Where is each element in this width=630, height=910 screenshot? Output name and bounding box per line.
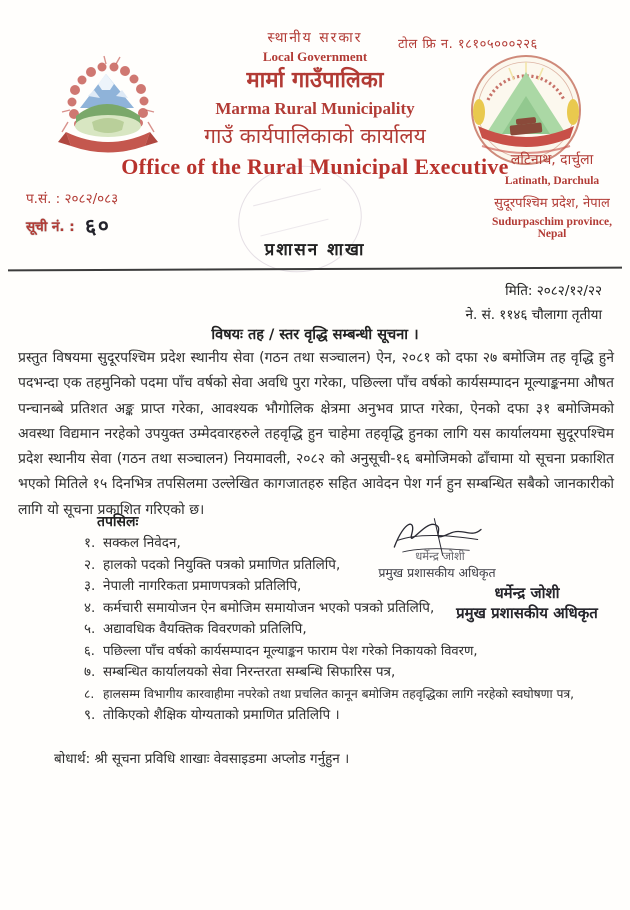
- signer-name: धर्मेन्द्र जोशी: [494, 584, 560, 602]
- item-text: हालसम्म विभागीय कारवाहीमा नपरेको तथा प्रचलित कानून बमोजिम तहवृद्धिका लागि नरहेको स्वघोषणा पत्र,: [103, 686, 575, 701]
- date-nepal-sambat: ने. सं. ११४६ चौलागा तृतीया: [465, 307, 602, 323]
- date-bs: मिति: २०८२/१२/२२: [505, 283, 602, 299]
- header-divider-line: [8, 267, 622, 272]
- suchi-number-handwritten-value: ६०: [83, 213, 112, 239]
- signer-typed-block: [428, 584, 626, 623]
- subject-line: विषयः तह / स्तर वृद्धि सम्बन्धी सूचना ।: [211, 327, 419, 343]
- item-text: कर्मचारी समायोजन ऐन बमोजिम समायोजन भएको पत्रको प्रतिलिपि,: [103, 599, 435, 616]
- item-text: पछिल्ला पाँच वर्षको कार्यसम्पादन मूल्याङ्कन फाराम पेश गरेको निकायको विवरण,: [103, 643, 478, 659]
- list-item: [84, 705, 618, 727]
- office-name-nepali: गाउँ कार्यपालिकाको कार्यालय: [204, 124, 426, 148]
- item-number: ९.: [84, 707, 96, 723]
- signer-stamp-name: धर्मेन्द्र जोशी: [415, 549, 465, 563]
- item-text: नेपाली नागरिकता प्रमाणपत्रको प्रतिलिपि,: [103, 578, 302, 594]
- date-block: [466, 279, 602, 327]
- cc-note: बोधार्थ: श्री सूचना प्रविधि शाखाः वेवसाइडमा अप्लोड गर्नुहुन ।: [54, 751, 350, 767]
- item-number: ६.: [84, 643, 95, 659]
- item-text: हालको पदको नियुक्ति पत्रको प्रमाणित प्रतिलिपि,: [103, 556, 341, 573]
- required-documents-list: [84, 533, 618, 727]
- item-number: ३.: [84, 578, 96, 594]
- signer-stamp-title: प्रमुख प्रशासकीय अधिकृत: [378, 565, 496, 580]
- list-item: [84, 684, 618, 706]
- item-text: तोकिएको शैक्षिक योग्यताको प्रमाणित प्रतिलिपि ।: [103, 707, 340, 723]
- toll-free-number: टोल फ्रि न. १८१०५०००२२६: [398, 37, 538, 52]
- list-item: [84, 662, 618, 684]
- item-number: ८.: [84, 686, 95, 701]
- local-government-english: Local Government: [262, 49, 368, 64]
- local-government-nepali: स्थानीय सरकार: [267, 30, 363, 46]
- item-number: २.: [84, 556, 96, 573]
- branch-name: प्रशासन शाखा: [264, 240, 366, 260]
- list-item: [84, 641, 618, 663]
- address-place-english: Latinath, Darchula: [504, 175, 600, 187]
- list-item: [84, 533, 618, 555]
- suchi-number-label: सूची नं. :: [26, 219, 75, 235]
- item-text: अद्यावधिक वैयक्तिक विवरणको प्रतिलिपि,: [103, 621, 307, 637]
- address-province-english: Sudurpaschim province, Nepal: [492, 216, 612, 240]
- list-item: [84, 555, 618, 577]
- office-address: [478, 150, 626, 240]
- ref-number-line: प.सं. : २०८२/०८३: [26, 191, 119, 207]
- reference-numbers: [26, 189, 118, 240]
- tapasil-heading: तपसिलः: [97, 514, 139, 530]
- municipality-name-nepali: मार्मा गाउँपालिका: [246, 68, 384, 93]
- item-number: ५.: [84, 621, 96, 637]
- item-number: ७.: [84, 664, 96, 680]
- body-paragraph: प्रस्तुत विषयमा सुदूरपश्चिम प्रदेश स्थानीय सेवा (गठन तथा सञ्चालन) ऐन, २०८१ को दफा २७ बमोजिम तह वृद्धि हुने पदभन्दा एक तहमुनिको पदमा पाँच वर्षको सेवा अवधि पुरा गरेका, पछिल्ला पाँच वर्षको कार्यसम्पादन मूल्याङ्कनमा औषत पन्चानब्बे प्रतिशत अङ्क प्राप्त गरेका, आवश्यक भौगोलिक क्षेत्रमा अनुभव प्राप्त गरेका, ऐनको दफा ३१ बमोजिमको अवस्था विद्यमान नरहेको उपयुक्त उम्मेदवारहरुले तहवृद्धि हुन चाहेमा तहवृद्धि हुनका लागि यस कार्यालयमा सुदूरपश्चिम प्रदेश स्थानीय सेवा (गठन तथा सञ्चालन) नियमावली, २०८२ को अनुसूची-१६ बमोजिमको ढाँचामा यो सूचना प्रकाशित भएको मितिले १५ दिनभित्र तपसिलमा उल्लेखित कागजातहरु सहित आवेदन पेश गर्न हुन सम्बन्धित सबैको जानकारीको लागि यो सूचना प्रकाशित गरिएको छ।: [18, 350, 614, 518]
- municipality-name-english: Marma Rural Municipality: [215, 99, 415, 118]
- address-place-nepali: लटिनाथ, दार्चुला: [510, 152, 594, 168]
- item-text: सक्कल निवेदन,: [103, 535, 181, 551]
- office-name-english: Office of the Rural Municipal Executive: [121, 154, 509, 179]
- item-text: सम्बन्धित कार्यालयको सेवा निरन्तरता सम्बन्धि सिफारिस पत्र,: [103, 664, 396, 680]
- signer-title: प्रमुख प्रशासकीय अधिकृत: [456, 603, 598, 622]
- item-number: १.: [84, 535, 96, 551]
- address-province-nepali: सुदूरपश्चिम प्रदेश, नेपाल: [494, 196, 610, 211]
- item-number: ४.: [84, 599, 96, 616]
